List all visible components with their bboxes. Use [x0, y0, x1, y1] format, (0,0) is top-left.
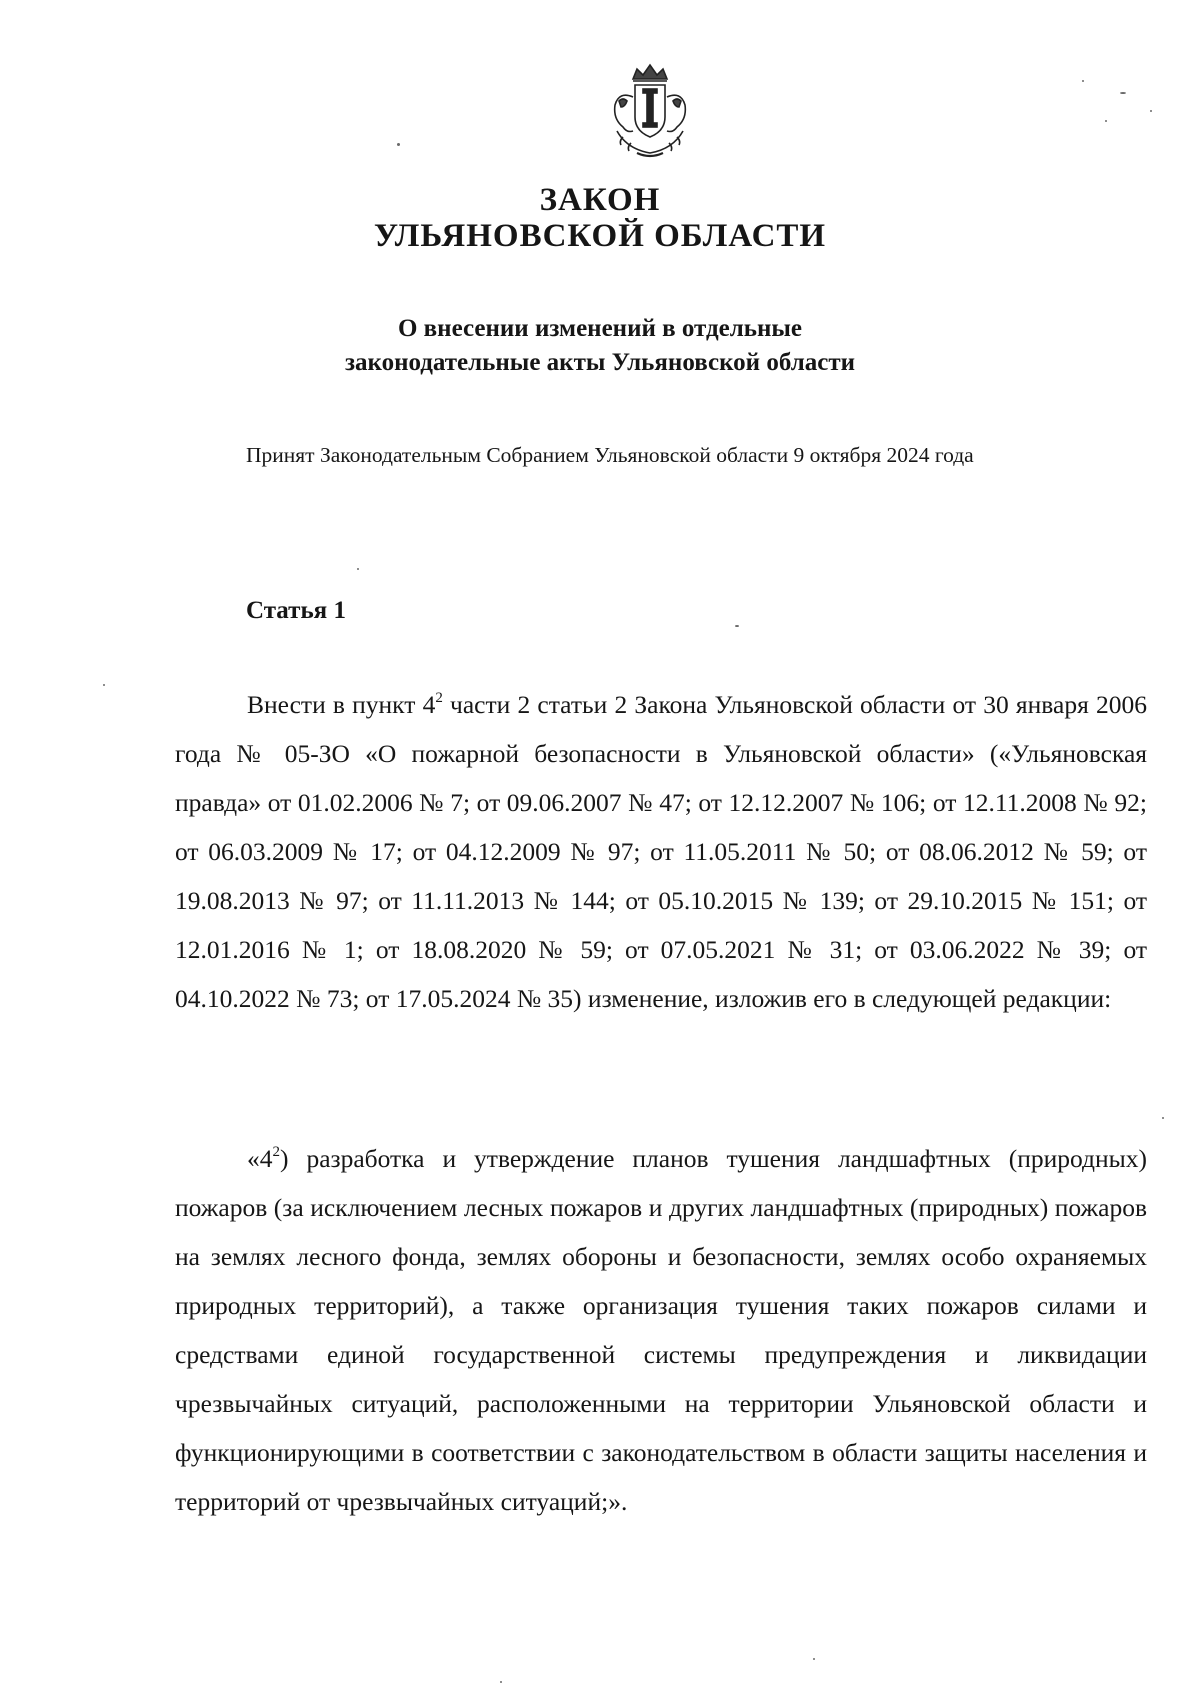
article-paragraph-1: [175, 680, 1147, 1023]
scan-speck: [1105, 120, 1107, 122]
scan-speck: [1162, 1117, 1164, 1119]
law-subtitle-line2: законодательные акты Ульяновской области: [344, 349, 856, 376]
scan-speck: [1120, 92, 1126, 94]
paragraph-2-lead: «4: [247, 1144, 273, 1173]
scan-speck: [1150, 110, 1152, 112]
scan-speck: [1082, 80, 1084, 82]
scan-speck: [735, 625, 739, 627]
article-paragraph-2: [175, 1134, 1147, 1526]
paragraph-1-text: части 2 статьи 2 Закона Ульяновской области от 30 января 2006 года № 05-ЗО «О пожарной безопасности в Ульяновской области» («Ульяновская правда» от 01.02.2006 № 7; от 09.06.2007 № 47; от 12.12.2007 № 106; от 12.11.2008 № 92; от 06.03.2009 № 17; от 04.12.2009 № 97; от 11.05.2011 № 50; от 08.06.2012 № 59; от 19.08.2013 № 97; от 11.11.2013 № 144; от 05.10.2015 № 139; от 29.10.2015 № 151; от 12.01.2016 № 1; от 18.08.2020 № 59; от 07.05.2021 № 31; от 03.06.2022 № 39; от 04.10.2022 № 73; от 17.05.2024 № 35) изменение, изложив его в следующей редакции:: [175, 690, 1147, 1013]
scan-speck: [103, 684, 105, 686]
scan-speck: [397, 143, 400, 146]
scan-speck: [813, 1658, 815, 1660]
law-title-line2: УЛЬЯНОВСКОЙ ОБЛАСТИ: [373, 218, 827, 254]
scan-speck: [500, 1681, 502, 1683]
adoption-statement: Принят Законодательным Собранием Ульяновской области 9 октября 2024 года: [246, 443, 974, 467]
paragraph-2-superscript: 2: [272, 1143, 280, 1160]
law-title-line1: ЗАКОН: [539, 182, 661, 218]
paragraph-2-text: ) разработка и утверждение планов тушения ландшафтных (природных) пожаров (за исключением лесных пожаров и других ландшафтных (природных) пожаров на землях лесного фонда, землях обороны и безопасности, землях особо охраняемых природных территорий), а также организация тушения таких пожаров силами и средствами единой государственной системы предупреждения и ликвидации чрезвычайных ситуаций, расположенными на территории Ульяновской области и функционирующими в соответствии с законодательством в области защиты населения и территорий от чрезвычайных ситуаций;».: [175, 1144, 1147, 1516]
law-subtitle-line1: О внесении изменений в отдельные: [397, 315, 803, 342]
coat-of-arms-emblem: [597, 57, 703, 163]
scan-speck: [357, 568, 359, 570]
article-heading: Статья 1: [246, 597, 346, 624]
paragraph-1-lead: Внести в пункт 4: [247, 690, 436, 719]
paragraph-1-superscript: 2: [435, 689, 443, 706]
